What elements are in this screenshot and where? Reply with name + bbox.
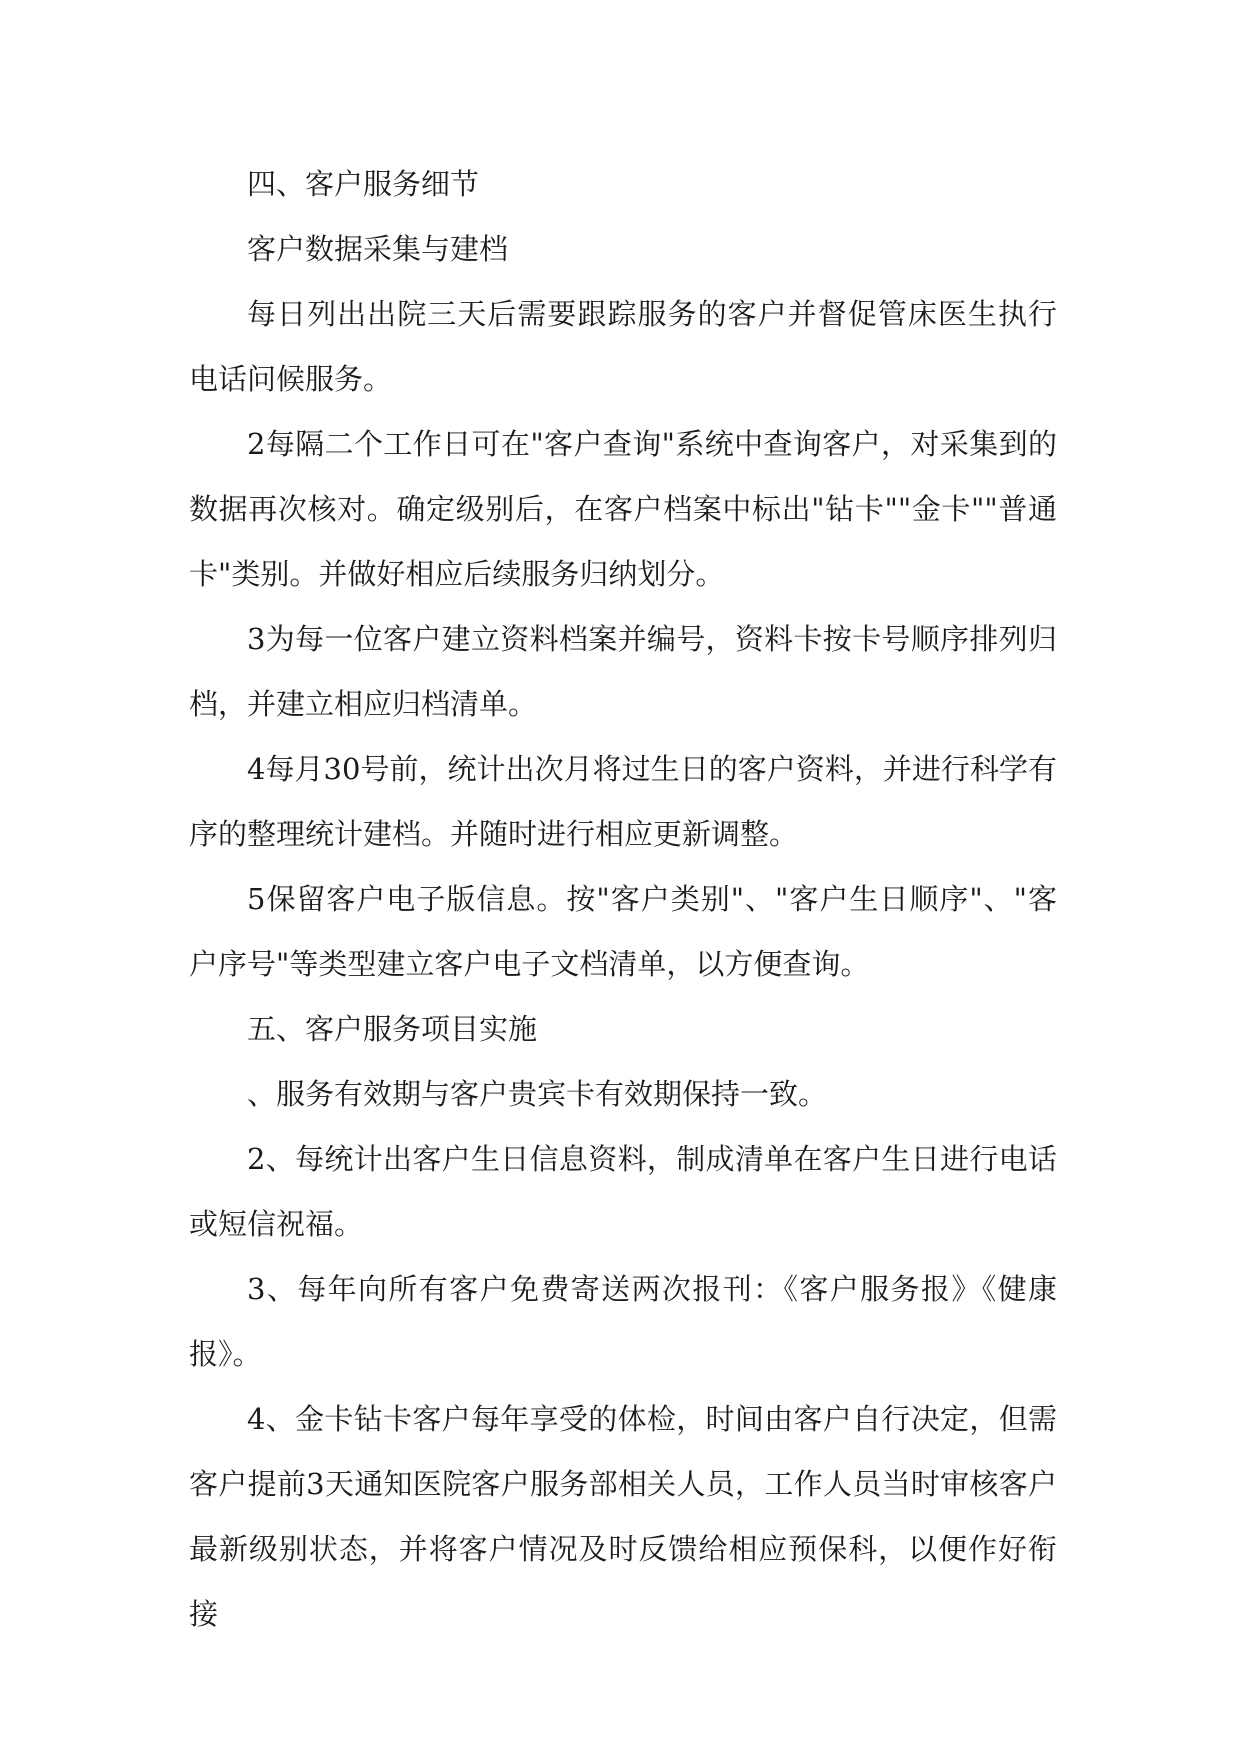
paragraph-service-validity: 、服务有效期与客户贵宾卡有效期保持一致。 [247,1077,828,1111]
paragraph-checkup: 4、金卡钻卡客户每年享受的体检，时间由客户自行决定，但需客户提前3天通知医院客户服务部相关人员，工作人员当时审核客户最新级别状态，并将客户情况及时反馈给相应预保科，以便作好衔接 [189,1402,1057,1631]
paragraph-item-2: 2每隔二个工作日可在"客户查询"系统中查询客户，对采集到的数据再次核对。确定级别后，在客户档案中标出"钻卡""金卡""普通卡"类别。并做好相应后续服务归纳划分。 [189,427,1057,591]
section-heading-service-implementation: 五、客户服务项目实施 [247,1012,538,1046]
paragraph-daily-followup: 每日列出出院三天后需要跟踪服务的客户并督促管床医生执行电话问候服务。 [189,297,1057,396]
subheading-data-collection: 客户数据采集与建档 [247,232,509,266]
paragraph-item-3: 3为每一位客户建立资料档案并编号，资料卡按卡号顺序排列归档，并建立相应归档清单。 [189,622,1057,721]
paragraph-item-5: 5保留客户电子版信息。按"客户类别"、"客户生日顺序"、"客户序号"等类型建立客户电子文档清单，以方便查询。 [189,882,1057,981]
paragraph-newspapers: 3、每年向所有客户免费寄送两次报刊：《客户服务报》《健康报》。 [189,1272,1057,1371]
section-heading-customer-service-details: 四、客户服务细节 [247,167,480,201]
paragraph-item-4: 4每月30号前，统计出次月将过生日的客户资料，并进行科学有序的整理统计建档。并随时进行相应更新调整。 [189,752,1057,851]
paragraph-birthday-greetings: 2、每统计出客户生日信息资料，制成清单在客户生日进行电话或短信祝福。 [189,1142,1057,1241]
document-body [189,152,1057,1647]
